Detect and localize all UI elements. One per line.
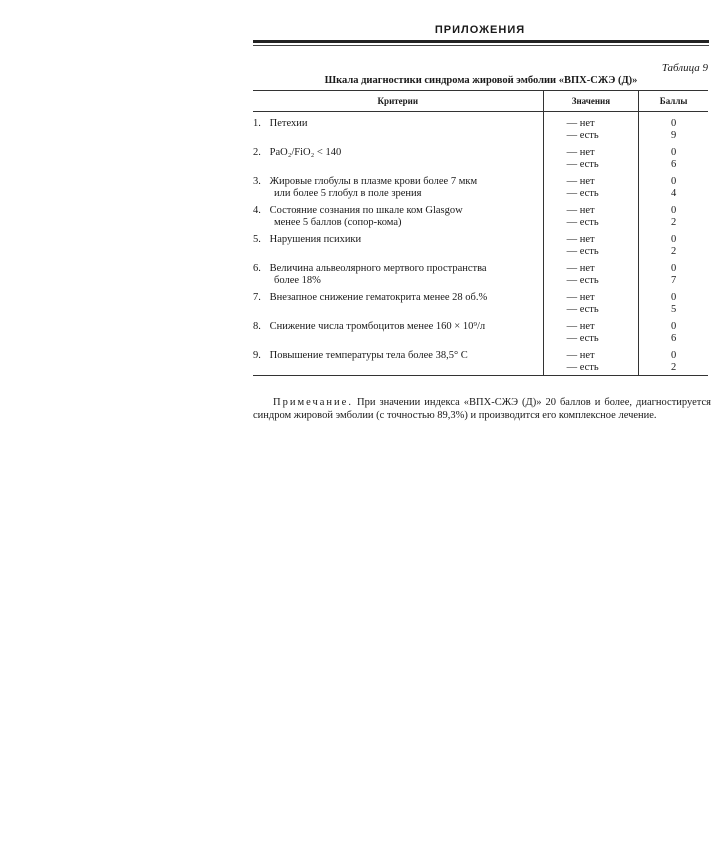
value-option: — есть bbox=[566, 130, 599, 141]
points-value: 6 bbox=[670, 333, 677, 344]
note-label: Примечание. bbox=[273, 397, 353, 408]
points-cell bbox=[639, 142, 708, 171]
points-value: 5 bbox=[670, 304, 677, 315]
table-title: Шкала диагностики синдрома жировой эмболии «ВПХ-СЖЭ (Д)» bbox=[324, 75, 638, 86]
criterion-text: Внезапное снижение гематокрита менее 28 об.% bbox=[269, 292, 488, 303]
values-cell bbox=[543, 171, 639, 200]
criterion-number: 1. bbox=[253, 118, 261, 129]
points-value: 4 bbox=[670, 188, 677, 199]
criterion-text: Петехии bbox=[269, 118, 308, 129]
values-cell bbox=[543, 200, 639, 229]
table-header-row bbox=[253, 91, 708, 112]
value-option: — есть bbox=[566, 246, 599, 257]
table-note bbox=[253, 397, 711, 422]
criterion-line bbox=[253, 263, 543, 275]
criterion-line bbox=[253, 292, 543, 304]
value-option: — нет bbox=[566, 118, 595, 129]
value-option: — нет bbox=[566, 176, 595, 187]
criterion-line bbox=[253, 205, 543, 217]
table-body bbox=[253, 112, 708, 376]
value-option: — есть bbox=[566, 304, 599, 315]
value-option: — есть bbox=[566, 333, 599, 344]
diagnostic-scale-table bbox=[253, 90, 708, 376]
points-value: 0 bbox=[670, 321, 677, 332]
points-value: 0 bbox=[670, 118, 677, 129]
points-value: 0 bbox=[670, 176, 677, 187]
criterion-cell bbox=[253, 112, 543, 143]
value-option: — нет bbox=[566, 234, 595, 245]
points-cell bbox=[639, 200, 708, 229]
values-cell bbox=[543, 287, 639, 316]
points-value: 0 bbox=[670, 350, 677, 361]
table-row bbox=[253, 258, 708, 287]
criterion-text: Жировые глобулы в плазме крови более 7 мкм bbox=[269, 176, 478, 187]
table-number: Таблица 9 bbox=[661, 62, 708, 74]
criterion-number: 3. bbox=[253, 176, 261, 187]
points-value: 9 bbox=[670, 130, 677, 141]
criterion-line bbox=[253, 147, 543, 159]
points-cell bbox=[639, 316, 708, 345]
criterion-cell bbox=[253, 200, 543, 229]
values-cell bbox=[543, 258, 639, 287]
value-option: — нет bbox=[566, 292, 595, 303]
table-row bbox=[253, 316, 708, 345]
points-value: 0 bbox=[670, 263, 677, 274]
criterion-number: 8. bbox=[253, 321, 261, 332]
table-row bbox=[253, 200, 708, 229]
criterion-line bbox=[253, 118, 543, 130]
criterion-text: Повышение температуры тела более 38,5° С bbox=[269, 350, 468, 361]
criterion-text: PaO₂/FiO₂ < 140 bbox=[269, 147, 342, 158]
criterion-number: 4. bbox=[253, 205, 261, 216]
points-cell bbox=[639, 287, 708, 316]
values-cell bbox=[543, 142, 639, 171]
points-cell bbox=[639, 229, 708, 258]
values-cell bbox=[543, 345, 639, 376]
points-value: 2 bbox=[670, 217, 677, 228]
criterion-line bbox=[253, 234, 543, 246]
criterion-text: менее 5 баллов (сопор-кома) bbox=[274, 217, 402, 228]
criterion-line bbox=[253, 176, 543, 188]
criterion-cell bbox=[253, 229, 543, 258]
criterion-text: Снижение числа тромбоцитов менее 160 × 10⁹/л bbox=[269, 321, 486, 332]
header-rule-thin bbox=[253, 45, 709, 46]
column-header-points: Баллы bbox=[639, 91, 708, 112]
values-cell bbox=[543, 229, 639, 258]
value-option: — есть bbox=[566, 188, 599, 199]
points-value: 2 bbox=[670, 246, 677, 257]
points-value: 6 bbox=[670, 159, 677, 170]
table-row bbox=[253, 142, 708, 171]
points-cell bbox=[639, 258, 708, 287]
table-row bbox=[253, 171, 708, 200]
criterion-text: Нарушения психики bbox=[269, 234, 362, 245]
criterion-number: 7. bbox=[253, 292, 261, 303]
points-cell bbox=[639, 112, 708, 143]
value-option: — есть bbox=[566, 159, 599, 170]
header-rule-thick bbox=[253, 40, 709, 43]
criterion-number: 9. bbox=[253, 350, 261, 361]
value-option: — есть bbox=[566, 275, 599, 286]
column-header-criteria: Критерии bbox=[253, 91, 543, 112]
value-option: — нет bbox=[566, 350, 595, 361]
criterion-cell bbox=[253, 258, 543, 287]
points-value: 0 bbox=[670, 234, 677, 245]
criterion-number: 5. bbox=[253, 234, 261, 245]
running-header: ПРИЛОЖЕНИЯ bbox=[434, 24, 526, 36]
points-cell bbox=[639, 171, 708, 200]
table-row bbox=[253, 229, 708, 258]
criterion-number: 2. bbox=[253, 147, 261, 158]
points-value: 7 bbox=[670, 275, 677, 286]
points-value: 0 bbox=[670, 205, 677, 216]
criterion-text: Величина альвеолярного мертвого пространства bbox=[269, 263, 487, 274]
value-option: — нет bbox=[566, 205, 595, 216]
table-row bbox=[253, 112, 708, 143]
criterion-line bbox=[253, 350, 543, 362]
value-option: — нет bbox=[566, 321, 595, 332]
value-option: — нет bbox=[566, 147, 595, 158]
criterion-cell bbox=[253, 142, 543, 171]
note-text: При значении индекса «ВПХ-СЖЭ (Д)» 20 баллов и более, диагностируется синдром жировой эмболии (с точностью 89,3%) и производится его комплексное лечение. bbox=[253, 397, 712, 421]
values-cell bbox=[543, 316, 639, 345]
criterion-line bbox=[253, 321, 543, 333]
criterion-line bbox=[253, 188, 543, 200]
points-value: 0 bbox=[670, 292, 677, 303]
criterion-cell bbox=[253, 316, 543, 345]
column-header-values: Значения bbox=[543, 91, 639, 112]
value-option: — есть bbox=[566, 362, 599, 373]
criterion-cell bbox=[253, 345, 543, 376]
value-option: — нет bbox=[566, 263, 595, 274]
table-row bbox=[253, 345, 708, 376]
criterion-text: или более 5 глобул в поле зрения bbox=[274, 188, 422, 199]
criterion-number: 6. bbox=[253, 263, 261, 274]
criterion-line bbox=[253, 275, 543, 287]
criterion-cell bbox=[253, 171, 543, 200]
points-value: 2 bbox=[670, 362, 677, 373]
points-value: 0 bbox=[670, 147, 677, 158]
criterion-cell bbox=[253, 287, 543, 316]
criterion-line bbox=[253, 217, 543, 229]
criterion-text: более 18% bbox=[274, 275, 321, 286]
points-cell bbox=[639, 345, 708, 376]
table-row bbox=[253, 287, 708, 316]
values-cell bbox=[543, 112, 639, 143]
value-option: — есть bbox=[566, 217, 599, 228]
criterion-text: Состояние сознания по шкале ком Glasgow bbox=[269, 205, 463, 216]
